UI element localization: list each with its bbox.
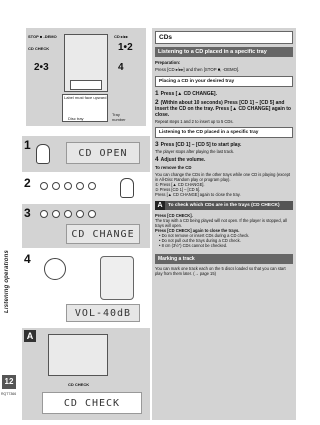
cd-check-title: To check which CDs are in the trays (CD CHECK) xyxy=(168,203,280,209)
disc-tray-label: Disc tray xyxy=(68,116,84,121)
cd-check-note: The tray with a CD being played will not open. If the player is stopped, all trays will open. xyxy=(155,218,287,229)
illus-step-num: 4 xyxy=(24,252,31,266)
illus-step-num: 3 xyxy=(24,206,31,220)
illus-step-3 xyxy=(22,204,150,248)
prep-label: Preparation: xyxy=(155,60,181,65)
page-title: CDs xyxy=(155,31,293,44)
stereo-illustration xyxy=(26,28,146,126)
side-tab xyxy=(0,0,20,425)
illus-step-2 xyxy=(22,174,150,202)
hand-icon xyxy=(36,144,50,164)
cd-check-step-1: Press [CD CHECK]. xyxy=(155,213,193,219)
illus-panel-a xyxy=(22,328,150,420)
cd-tray-buttons xyxy=(40,182,96,190)
marking-heading: Marking a track xyxy=(155,254,293,264)
cd-check-step-2: Press [CD CHECK] again to close the trays. xyxy=(155,228,240,234)
cd-check-heading xyxy=(155,201,293,210)
step-4-text: Adjust the volume. xyxy=(160,156,206,163)
marking-text: You can mark one track each on the 5 discs loaded so that you can start play from them later. (→ page 15) xyxy=(155,266,286,277)
doc-code: RQT7366 xyxy=(1,392,17,396)
subheading-placing: Placing a CD in your desired tray xyxy=(155,76,293,87)
lcd-display: VOL-40dB xyxy=(66,304,140,322)
remove-step-2: ② Press [CD 1] – [CD 5]. xyxy=(155,187,201,193)
cd-tray-buttons xyxy=(40,210,96,218)
steps-1-2-callout: 1•2 xyxy=(118,42,133,53)
remote-icon xyxy=(100,256,134,300)
panel-badge: A xyxy=(155,201,165,210)
panel-badge: A xyxy=(24,330,36,342)
illus-step-num: 2 xyxy=(24,176,31,190)
cd-check-callout: CD CHECK xyxy=(28,46,50,51)
cd-check-callout: CD CHECK xyxy=(68,382,90,387)
label-side-note: Label must face upward xyxy=(64,95,107,100)
step-2-text: (Within about 10 seconds) Press [CD 1] – [CD 5] and insert the CD on the tray. Press [▲ CD CHANGE] again to close. xyxy=(155,99,291,118)
disc-tray xyxy=(70,80,102,90)
remove-text: You can change the CDs in the other trays while one CD is playing (except in All-Disc Random play or program play). xyxy=(155,172,291,183)
section-label: Listening operations xyxy=(4,250,10,314)
remove-step-3: Press [▲ CD CHANGE] again to close the tray. xyxy=(155,192,241,198)
volume-knob-icon xyxy=(44,258,66,280)
lcd-display: CD OPEN xyxy=(66,142,140,164)
page-number: 12 xyxy=(2,375,16,389)
illus-step-4 xyxy=(22,250,150,324)
cd-check-bullet: • 8 cm (3½″) CDs cannot be checked. xyxy=(159,243,228,249)
section-heading: Listening to a CD placed in a specific tray xyxy=(155,47,293,57)
stereo-unit xyxy=(48,334,108,376)
cd-play-callout: CD ▸/▸▸ xyxy=(114,34,129,39)
prep-text: Press [CD ▸/▸▸] and then [STOP ■, -DEMO]. xyxy=(155,67,240,73)
remove-label: To remove the CD xyxy=(155,164,192,170)
subheading-listening: Listening to the CD placed in a specific tray xyxy=(155,127,293,138)
illus-step-1 xyxy=(22,136,150,172)
lcd-display: CD CHANGE xyxy=(66,224,140,244)
cd-check-bullet: • Do not pull out the trays during a CD check. xyxy=(159,238,241,244)
illus-step-num: 1 xyxy=(24,138,31,152)
hand-icon xyxy=(120,178,134,198)
lcd-display: CD CHECK xyxy=(42,392,142,414)
remove-step-1: ① Press [▲ CD CHANGE]. xyxy=(155,182,205,188)
step-3-note: The player stops after playing the last track. xyxy=(155,148,235,154)
step-2-note: Repeat steps 1 and 2 to insert up to 5 CDs. xyxy=(155,118,234,124)
step-1-text: Press [▲ CD CHANGE]. xyxy=(160,90,217,97)
text-column: CDs Listening to a CD placed in a specific tray Preparation: Press [CD ▸/▸▸] and then [STOP ■, -DEMO]. Placing a CD in your desired tray 1 Press [▲ CD CHANGE]. 2 (Within about 10 seconds) Press [CD 1] – [CD 5] and insert the CD on the tray. Press [▲ CD CHANGE] again to close. Repeat steps 1 and 2 to insert up to 5 CDs. Listening to the CD placed in a specific tray 3 Press [CD 1] – [CD 5] to start play. The player stops after playing the last track. 4 Adjust the volume. To remove the CD You can change the CDs in the other trays while one CD is playing (except in All-Disc Random play or program play). ① Press [▲ CD CHANGE]. ② Press [CD 1] – [CD 5]. Press [▲ CD CHANGE] again to close the tray. A To check which CDs are in the trays (CD CHECK) Press [CD CHECK]. The tray with a CD being played will not open. If the player is stopped, all trays will open. Press [CD CHECK] again to close the trays. • Do not remove or insert CDs during a CD check. • Do not pull out the trays during a CD check. • 8 cm (3½″) CDs cannot be checked. Marking a track You can mark one track each on the 5 discs loaded so that you can start play from them later. (→ page 15) xyxy=(152,28,296,420)
tray-number-label: Tray number xyxy=(112,112,126,122)
step-4-callout: 4 xyxy=(118,62,124,73)
steps-2-3-callout: 2•3 xyxy=(34,62,49,73)
illustration-column xyxy=(22,28,150,420)
stop-demo-callout: STOP ■ -DEMO xyxy=(28,34,57,39)
step-3-text: Press [CD 1] – [CD 5] to start play. xyxy=(160,141,242,148)
cd-check-bullet: • Do not remove or insert CDs during a CD check. xyxy=(159,233,250,239)
